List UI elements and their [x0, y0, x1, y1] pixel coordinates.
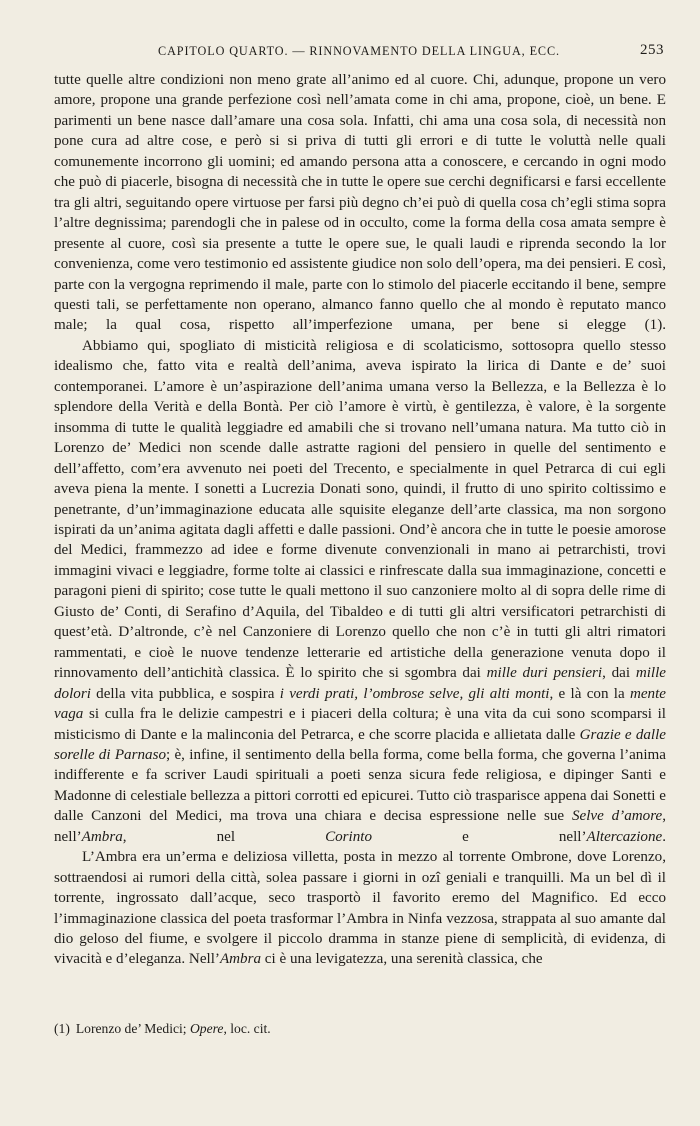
- italic-text: Altercazione: [586, 828, 663, 845]
- italic-text: Selve d’amore: [571, 808, 663, 825]
- italic-text: Opere: [189, 1021, 224, 1036]
- text-run: , loc. cit.: [223, 1021, 271, 1036]
- text-run: della vita pubblica, e sospira: [90, 685, 280, 702]
- paragraph-1: [54, 70, 666, 336]
- footnote: [54, 1020, 666, 1038]
- text-run: ci è una levigatezza, una serenità classica, che: [261, 951, 543, 968]
- page-header: [54, 44, 664, 64]
- text-run: tutte quelle altre condizioni non meno grate all’animo ed al cuore. Chi, adunque, propone un vero amore, propone una grande perfezione così nell’amata come in chi ama, propone, cioè, un bene. E parimenti un bene nasce dall’amare una cosa sola. Infatti, chi ama una cosa sola, di necessità non pone cura ad altre cose, e però si si priva di tutti gli errori e di tutte le voluttà nelle quali comunemente incorrono gli uomini; ed amando persona atta a conoscere, e cercando in ogni modo che può di piacerle, bisogna di necessità che in tutte le opere sue cerchi degnificarsi e farsi eccellente tra gli altri, seguitando opere virtuose per farsi più degno ch’ei può di quella cosa ch’egli stima sopra l’altre degnissima; parendogli che in palese od in occulto, come la forma della cosa amata sempre è presente al cuore, così sia presente a tutte le opere sue, le quali laudi e riprenda secondo la lor convenienza, come vero testimonio ed assistente giudice non solo dell’opera, ma dei pensieri. E così, parte con la vergogna reprimendo il male, parte con lo stimolo del piacerle eccitando il bene, sempre questi tali, se perfettamente non operano, almanco fanno quello che al mondo è reputato manco male; la qual cosa, rispetto all’imperfezione umana, per bene si elegge (1).: [54, 72, 666, 334]
- page-number: 253: [640, 42, 664, 58]
- text-run: L’Ambra era un’erma e deliziosa villetta, posta in mezzo al torrente Ombrone, dove Lorenzo, sottraendosi ai rumori della città, solea passare i giorni in ozî geniali e tranquilli. Ma un bel dì il torrente, ingrossato dall’acque, seco trasportò il favorito eremo del Magnifico. Ed ecco l’immaginazione classica del poeta trasformar l’Ambra in Ninfa vezzosa, strappata al suo amante dal dio geloso del fiume, e svolgere il piccolo dramma in stanze piene di semplicità, di evidenza, di vivacità e d’eleganza. Nell’: [54, 849, 666, 968]
- paragraph-2: [54, 336, 666, 847]
- italic-text: mille dolori: [54, 665, 666, 702]
- text-run: .: [662, 828, 666, 845]
- italic-text: Ambra: [81, 828, 123, 845]
- italic-text: mente vaga: [54, 685, 666, 723]
- text-run: e nell’: [372, 828, 587, 845]
- italic-text: Ambra: [219, 951, 262, 968]
- paragraph-3: [54, 847, 666, 970]
- text-run: , nell’: [54, 808, 666, 845]
- footnote-text: [76, 1021, 271, 1036]
- text-run: Abbiamo qui, spogliato di misticità religiosa e di scolaticismo, sottosopra quello stesso idealismo che, fatto vita e realtà dell’anima, aveva ispirato la lirica di Dante e de’ suoi contemporanei. L’amore è un’aspirazione dell’anima umana verso la Bellezza, e la Bellezza è lo splendore della Verità e della Bontà. Per ciò l’amore è virtù, è gentilezza, è valore, è la sorgente insomma di tutte le qualità leggiadre ed amabili che si trovano nell’umana natura. Ma tutto ciò in Lorenzo de’ Medici non scende dalle astratte ragioni del pensiero in quelle del sentimento e dell’affetto, com’era avvenuto nei poeti del Trecento, e specialmente in quel Petrarca di cui egli aveva piena la mente. I sonetti a Lucrezia Donati sono, quindi, il frutto di uno spirito coltissimo e penetrante, d’un’immaginazione educata alle squisite eleganze dell’arte classica, ma non sorgono ispirati da un’anima agitata dagli affetti e dalle passioni. Ond’è ancora che in tutte le poesie amorose del Medici, frammezzo ad idee e forme divenute convenzionali in mano ai petrarchisti, trovi immagini vivaci e leggiadre, forme tolte ai classici e rinfrescate dalla sua immaginazione, concetti e paragoni pieni di spirito; cose tutte le quali mettono il suo canzoniere molto al di sopra delle rime di Giusto de’ Conti, di Serafino d’Aquila, del Tibaldeo e di tutti gli altri versificatori petrarchisti di quest’età. D’altronde, c’è nel Canzoniere di Lorenzo quello che non c’è in tutti gli altri rimatori rammentati, e cioè le nuove tendenze letterarie ed artistiche della generazione venuta dopo il rinnovamento dell’antichità classica. È lo spirito che si sgombra dai: [54, 337, 666, 682]
- text-run: , dai: [602, 665, 636, 682]
- running-title: CAPITOLO QUARTO. — RINNOVAMENTO DELLA LINGUA, ECC.: [158, 44, 560, 58]
- footnote-marker: (1): [54, 1021, 70, 1036]
- text-run: , nel: [122, 828, 326, 845]
- italic-text: i verdi prati, l’ombrose selve, gli alti monti: [279, 685, 550, 702]
- text-run: ; è, infine, il sentimento della bella forma, come bella forma, che governa l’anima indifferente e fa scriver Laudi spirituali a poeti senza sicura fede religiosa, e dipinger Santi e Madonne di celestiale bellezza a pittori corrotti ed epicurei. Tutto ciò trasparisce appena dai Sonetti e dalle Canzoni del Medici, ma trova una chiara e decisa espressione nelle sue: [54, 746, 666, 825]
- text-run: , e là con la: [549, 685, 630, 702]
- text-run: Lorenzo de’ Medici;: [75, 1021, 190, 1036]
- text-run: si culla fra le delizie campestri e i piaceri della coltura; è una vita da cui sono scomparsi il misticismo di Dante e la malinconia del Petrarca, e che scorre placida e allietata dalle: [54, 706, 666, 743]
- italic-text: mille duri pensieri: [486, 665, 603, 682]
- body-text: [54, 70, 666, 970]
- italic-text: Corinto: [325, 828, 373, 845]
- italic-text: Grazie e dalle sorelle di Parnaso: [54, 726, 667, 763]
